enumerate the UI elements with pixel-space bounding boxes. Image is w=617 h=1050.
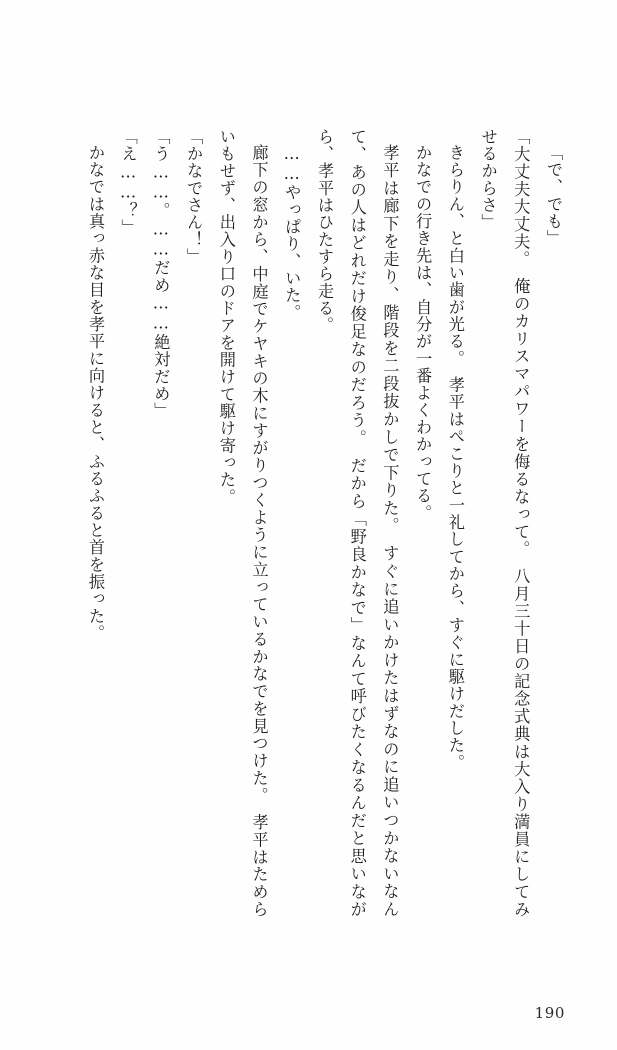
paragraph: かなでは真っ赤な目を孝平に向けると、ふるふると首を振った。 (85, 144, 105, 643)
paragraph: 「大丈夫大丈夫。 俺のカリスマパワーを侮るなって。 八月三十日の記念式典は大入り満員にしてみせるからさ」 (478, 128, 531, 918)
novel-text-body (49, 128, 569, 918)
paragraph: かなでの行き先は、自分が一番よくわかってる。 (413, 144, 433, 522)
paragraph: ……やっぱり、いた。 (282, 144, 302, 322)
page-number: 190 (534, 1004, 565, 1022)
paragraph: きらりん、と白い歯が光る。 孝平はぺこりと一礼してから、すぐに駆けだした。 (445, 144, 465, 772)
paragraph: 孝平は廊下を走り、階段を二段抜かしで下りた。 すぐに追いかけたはずなのに追いつかないなんて、あの人はどれだけ俊足なのだろう。 だから「野良かなで」なんて呼びたくなるんだと思いながら、孝平はひたすら走る。 (314, 128, 400, 918)
paragraph: 「で、でも」 (544, 144, 563, 248)
paragraph: 「かなでさん！」 (184, 128, 204, 266)
paragraph: 「え……？」 (118, 128, 138, 237)
paragraph: 廊下の窓から、中庭でケヤキの木にすがりつくように立っているかなでを見つけた。 孝平はためらいもせず、出入り口のドアを開けて駆け寄った。 (216, 128, 269, 918)
paragraph: 「う……。……だめ……絶対だめ」 (151, 128, 171, 420)
